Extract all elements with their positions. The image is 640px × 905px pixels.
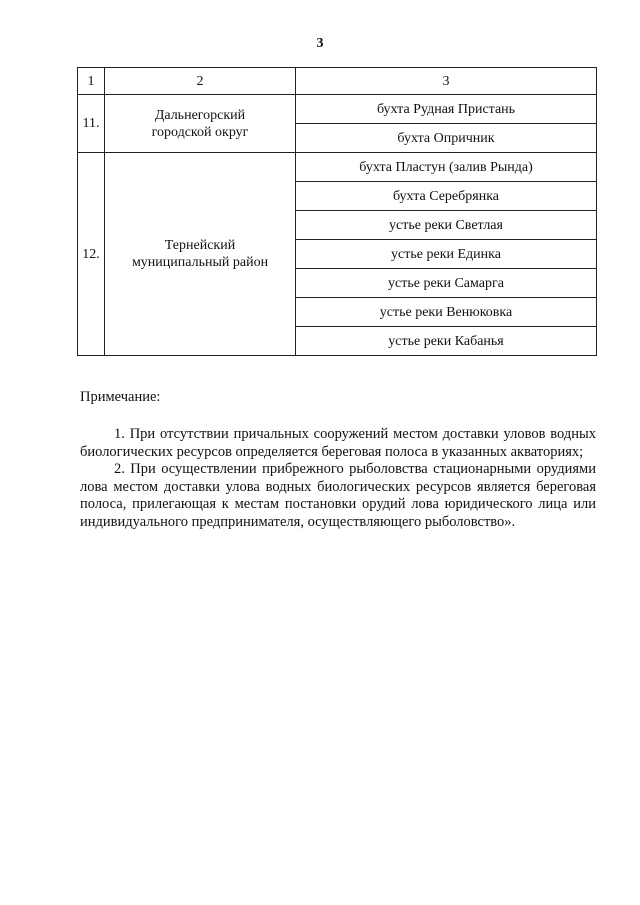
header-cell-3: 3 — [296, 68, 597, 95]
row-number: 11. — [78, 95, 105, 153]
district-name-line1: Дальнегорский — [154, 107, 246, 123]
row-number: 12. — [78, 153, 105, 356]
page-number: 3 — [316, 36, 324, 51]
place-cell: устье реки Единка — [296, 240, 597, 269]
place-cell: устье реки Самарга — [296, 269, 597, 298]
district-name-line2: муниципальный район — [131, 255, 269, 270]
table-row — [78, 153, 597, 182]
place-cell: устье реки Венюковка — [296, 298, 597, 327]
regions-table — [77, 67, 597, 356]
notes-list — [80, 426, 596, 531]
table-row — [78, 95, 597, 124]
header-cell-1: 1 — [78, 68, 105, 95]
header-cell-2: 2 — [105, 68, 296, 95]
note-title: Примечание: — [80, 389, 161, 405]
district-name-line2: городской округ — [151, 124, 249, 140]
note-item-2: 2. При осуществлении прибрежного рыболовства стационарными орудиями лова местом доставки улова водных биологических ресурсов является береговая полоса, прилегающая к местам постановки орудий лова юридического лица или индивидуального предпринимателя, осуществляющего рыболовство». — [80, 461, 596, 530]
table-header-row — [78, 68, 597, 95]
note-item-1: 1. При отсутствии причальных сооружений местом доставки уловов водных биологических ресурсов определяется береговая полоса в указанных акваториях; — [80, 426, 596, 460]
place-cell: устье реки Светлая — [296, 211, 597, 240]
place-cell: бухта Серебрянка — [296, 182, 597, 211]
place-cell: бухта Рудная Пристань — [296, 95, 597, 124]
place-cell: устье реки Кабанья — [296, 327, 597, 356]
place-cell: бухта Пластун (залив Рында) — [296, 153, 597, 182]
place-cell: бухта Опричник — [296, 124, 597, 153]
district-cell — [105, 95, 296, 153]
district-name-line1: Тернейский — [164, 238, 236, 253]
district-cell — [105, 153, 296, 356]
